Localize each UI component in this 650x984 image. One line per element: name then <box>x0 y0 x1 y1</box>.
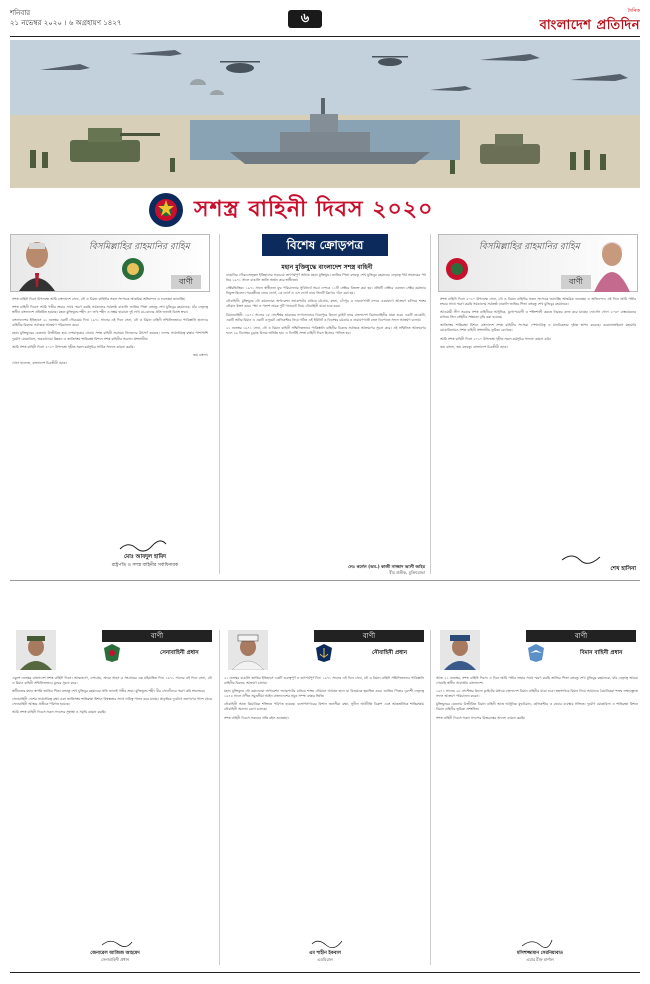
navy-chief-photo <box>228 630 268 670</box>
pm-paragraph: জয় বাংলা, জয় বঙ্গবন্ধু। বাংলাদেশ চিরজীবী হোক। <box>440 344 508 349</box>
navy-chief-signature <box>310 938 344 948</box>
president-paragraph: সশস্ত্র বাহিনী দিবস উপলক্ষে আমি বাংলাদেশ সেনা, নৌ ও বিমান বাহিনীর সকল সদস্যকে আন্তরিক অভিনন্দন ও শুভেচ্ছা জানাচ্ছি। <box>12 297 186 301</box>
special-paragraph: সেক্টরভিত্তিক: ১৯৭১ সালে স্বাধীনতা যুদ্ধ পরিচালনার সুবিধার্থে সমগ্র দেশকে ১১টি সেক্টরে বিভক্ত করা হয়। প্রতিটি সেক্টরে একজন সেক্টর কমান্ডার নিযুক্ত ছিলেন। পরবর্তীতে জেড ফোর্স, কে ফোর্স ও এস ফোর্স নামে তিনটি ব্রিগেড গঠন করা হয়। <box>226 286 426 296</box>
president-signature <box>118 540 168 552</box>
column-divider <box>430 234 431 574</box>
air-chief-role: এয়ার চীফ মার্শাল <box>526 957 554 962</box>
special-supplement-subheading: মহান মুক্তিযুদ্ধে বাংলাদেশ সশস্ত্র বাহিনী <box>281 264 373 271</box>
navy-chief-paragraph: মহান মুক্তিযুদ্ধে নৌ কমান্ডোরা অপারেশন জ্যাকপটের মাধ্যমে শত্রুর নৌযানে আঘাত হানে যা বিজয়কে ত্বরান্বিত করে। জাতির পিতার দূরদর্শী নেতৃত্বে ১৯৭৪ সালে প্রণীত সমুদ্রসীমা আইন বাংলাদেশের সমুদ্র সম্পদ রক্ষার ভিত্তি। <box>224 689 424 699</box>
section-rule <box>10 580 640 581</box>
navy-chief-paragraph: নৌবাহিনী আজ ত্রিমাত্রিক শক্তিতে পরিণত হয়েছে। বঙ্গোপসাগরের বিশাল জলসীমা রক্ষা, সুনীল অর্থনীতি বিকাশ এবং আন্তর্জাতিক শান্তিরক্ষায় নৌবাহিনী অবদান রেখে চলেছে। <box>224 702 424 712</box>
navy-chief-paragraph: ২১ নভেম্বর বাঙালি জাতির ইতিহাসে একটি গুরুত্বপূর্ণ ও তাৎপর্যপূর্ণ দিন। ১৯৭১ সালের এই দিনে সেনা, নৌ ও বিমান বাহিনী সম্মিলিতভাবে পাকিস্তানি বাহিনীর বিরুদ্ধে আক্রমণ চালায়। <box>224 676 424 686</box>
masthead-date: ২১ নভেম্বর ২০২০ । ৬ অগ্রহায়ণ ১৪২৭ <box>10 19 122 27</box>
special-paragraph: বাঙালির গৌরবোজ্জ্বল ইতিহাসের সবচেয়ে তাৎপর্যপূর্ণ অধ্যায় মহান মুক্তিযুদ্ধ। জাতির পিতা বঙ্গবন্ধু শেখ মুজিবুর রহমানের নেতৃত্বে দীর্ঘ সংগ্রামের পথ ধরে ১৯৭১ সালে বাঙালি জাতি অর্জন করে স্বাধীনতা। <box>226 273 426 283</box>
title-row <box>0 188 650 232</box>
president-bismillah: বিসমিল্লাহির রাহমানির রাহিম <box>89 242 190 252</box>
special-author-role: বীর প্রতীক, মুক্তিযোদ্ধা <box>389 570 425 575</box>
army-chief-signature <box>100 938 134 948</box>
masthead-rule <box>10 36 640 37</box>
president-closing: খোদা হাফেজ, বাংলাদেশ চিরজীবী হোক। <box>12 360 67 365</box>
president-message-text <box>12 297 208 525</box>
column-divider <box>219 234 220 574</box>
page-number: ৬ <box>288 10 322 28</box>
army-chief-name: জেনারেল আজিজ আহমেদ <box>90 951 140 956</box>
army-chief-badge: বাণী <box>102 630 212 642</box>
army-chief-header <box>10 630 215 670</box>
navy-chief-header <box>222 630 427 670</box>
president-paragraph: মহান মুক্তিযুদ্ধের চেতনায় উজ্জীবিত হয়ে দেশমাতৃকার সেবায় সশস্ত্র বাহিনী সবসময় নিজেদের উৎসর্গ করেছে। দেশের সার্বভৌমত্ব রক্ষার পাশাপাশি দুর্যোগ মোকাবিলা, অবকাঠামো উন্নয়ন ও জাতিসংঘ শান্তিরক্ষা মিশনে সশস্ত্র বাহিনীর অবদান প্রশংসনীয়। <box>12 331 208 341</box>
government-seal-icon <box>445 257 469 281</box>
masthead-day: শনিবার <box>10 9 31 17</box>
air-chief-paragraph: ১৯৭১ সালের ২৮ সেপ্টেম্বর কিলো ফ্লাইটের মাধ্যমে বাংলাদেশ বিমান বাহিনীর যাত্রা শুরু। স্বল্পসংখ্যক বিমান নিয়ে আমাদের বৈমানিকরা শত্রুর লক্ষ্যবস্তুতে সফল আক্রমণ পরিচালনা করেন। <box>436 689 638 699</box>
banner-illustration <box>10 40 640 188</box>
army-chief-message-text <box>12 676 212 936</box>
pm-bismillah: বিসমিল্লাহির রাহমানির রাহিম <box>479 242 580 252</box>
president-closing: জয় বাংলা। <box>192 352 208 357</box>
pm-signature <box>560 552 604 564</box>
president-paragraph: বাংলাদেশের ইতিহাসে ২১ নভেম্বর একটি গৌরবময় দিন। ১৯৭১ সালের এই দিনে সেনা, নৌ ও বিমান বাহিনী সম্মিলিতভাবে পাকিস্তানি হানাদার বাহিনীর বিরুদ্ধে সর্বাত্মক আক্রমণ পরিচালনা করে। <box>12 318 208 328</box>
president-badge: বাণী <box>171 275 201 289</box>
armed-forces-emblem-icon <box>148 192 184 228</box>
special-supplement-heading: বিশেষ ক্রোড়পত্র <box>262 234 388 256</box>
air-chief-photo <box>440 630 480 670</box>
navy-chief-badge: বাণী <box>314 630 424 642</box>
newspaper-logo-text: বাংলাদেশ প্রতিদিন <box>539 18 640 33</box>
column-divider <box>430 630 431 965</box>
army-chief-paragraph: একুশে নভেম্বর বাংলাদেশ সশস্ত্র বাহিনী দিবস। আত্মত্যাগ, দেশপ্রেম, অদম্য সাহস ও সংগ্রামের এক মহিমান্বিত দিন। ১৯৭১ সালের এই দিনে সেনা, নৌ ও বিমান বাহিনী সম্মিলিতভাবে যুদ্ধের সূচনা করে। <box>12 676 212 686</box>
navy-chief-title: নৌবাহিনী প্রধান <box>372 650 408 656</box>
air-chief-title: বিমান বাহিনী প্রধান <box>580 650 623 656</box>
army-chief-paragraph: স্বাধীনতার মহান স্থপতি জাতির পিতা বঙ্গবন্ধু শেখ মুজিবুর রহমানের প্রতি জানাই গভীর শ্রদ্ধা। মুক্তিযুদ্ধে শহীদ বীর সেনানীদের স্মরণ করি শ্রদ্ধাভরে। <box>12 689 205 694</box>
column-divider <box>219 630 220 965</box>
air-chief-badge: বাণী <box>526 630 636 642</box>
president-portrait-panel <box>10 234 210 292</box>
pm-paragraph: আওয়ামী লীগ সরকার সশস্ত্র বাহিনীকে আধুনিক, যুগোপযোগী ও শক্তিশালী করতে নিরন্তর কাজ করে যাচ্ছে। ফোর্সেস গোল ২০৩০ বাস্তবায়নের মাধ্যমে তিন বাহিনীর সক্ষমতা বৃদ্ধি করা হয়েছে। <box>440 310 636 320</box>
special-author-name: লেঃ কর্নেল (অব.) কাজী সাজ্জাদ আলী জহির <box>348 564 425 569</box>
air-chief-paragraph: আজ ২১ নভেম্বর, সশস্ত্র বাহিনী দিবস। এ দিনে আমি গভীর শ্রদ্ধার সাথে স্মরণ করছি জাতির পিতা বঙ্গবন্ধু শেখ মুজিবুর রহমানকে, যাঁর নেতৃত্বে আমরা পেয়েছি স্বাধীন সার্বভৌম বাংলাদেশ। <box>436 676 638 686</box>
air-chief-paragraph: সশস্ত্র বাহিনী দিবসে সকল সদস্যের উত্তরোত্তর সাফল্য কামনা করছি। <box>436 715 526 720</box>
president-photo <box>17 237 57 291</box>
presidential-seal-icon <box>121 257 145 281</box>
army-chief-role: সেনাবাহিনী প্রধান <box>100 957 130 962</box>
president-name: মোঃ আবদুল হামিদ <box>123 554 167 560</box>
air-force-crest-icon <box>528 644 544 662</box>
air-chief-message-text <box>436 676 638 936</box>
president-role: রাষ্ট্রপতি ও সশস্ত্র বাহিনীর সর্বাধিনায়ক <box>111 563 179 568</box>
pm-paragraph: সশস্ত্র বাহিনী দিবস ২০২০ উপলক্ষে সেনা, নৌ ও বিমান বাহিনীর সকল সদস্যকে জানাচ্ছি আন্তরিক শুভেচ্ছা ও অভিনন্দন। এই দিনে আমি গভীর শ্রদ্ধার সাথে স্মরণ করছি সর্বকালের সর্বশ্রেষ্ঠ বাঙালি জাতির পিতা বঙ্গবন্ধু শেখ মুজিবুর রহমানকে। <box>440 297 636 307</box>
special-supplement-text <box>226 273 426 563</box>
special-paragraph: নৌবাহিনী: মুক্তিযুদ্ধে নৌ কমান্ডোরা অপারেশন জ্যাকপটের মাধ্যমে চট্টগ্রাম, মংলা, চাঁদপুর ও নারায়ণগঞ্জ বন্দরে একযোগে আক্রমণ চালিয়ে শত্রুর নৌযান ধ্বংস করে। পদ্মা ও পলাশ নামক দুটি গানবোট নিয়ে নৌবাহিনী যাত্রা শুরু করে। <box>226 299 426 309</box>
air-chief-paragraph: মুক্তিযুদ্ধের চেতনায় উজ্জীবিত বিমান বাহিনী আজ আধুনিক যুদ্ধবিমান, হেলিকপ্টার ও রাডার ব্যবস্থায় সজ্জিত। দুর্যোগ মোকাবিলা ও শান্তিরক্ষা মিশনে বিমান বাহিনীর ভূমিকা প্রশংসিত। <box>436 702 638 712</box>
president-paragraph: আমি সশস্ত্র বাহিনী দিবস ২০২০ উপলক্ষে গৃহীত সকল কর্মসূচির সার্বিক সাফল্য কামনা করছি। <box>12 344 135 349</box>
army-chief-paragraph: আমি সশস্ত্র বাহিনী দিবসে সকল সদস্যের সুস্বাস্থ্য ও সমৃদ্ধি কামনা করছি। <box>12 710 106 715</box>
special-paragraph: ২১ নভেম্বর ১৯৭১ সেনা, নৌ ও বিমান বাহিনী সম্মিলিতভাবে পাকিস্তানি বাহিনীর বিরুদ্ধে সর্বাত্মক আক্রমণের সূচনা করে। এই সম্মিলিত আক্রমণের ফলে ১৬ ডিসেম্বর চূড়ান্ত বিজয় অর্জিত হয়। এ দিনটিই সশস্ত্র বাহিনী দিবস হিসেবে পালিত হয়। <box>226 325 426 335</box>
navy-chief-paragraph: সশস্ত্র বাহিনী দিবসে সকলের প্রতি রইল শুভেচ্ছা। <box>224 715 289 720</box>
newspaper-logo <box>540 8 640 37</box>
page-title: সশস্ত্র বাহিনী দিবস ২০২০ <box>194 197 434 222</box>
footer-rule <box>10 972 640 973</box>
navy-crest-icon <box>316 644 332 662</box>
army-crest-icon <box>104 644 120 662</box>
pm-name: শেখ হাসিনা <box>610 566 636 572</box>
special-paragraph: বিমানবাহিনী: ১৯৭১ সালের ২৮ সেপ্টেম্বর ভারতের নাগাল্যান্ডের ডিমাপুরে কিলো ফ্লাইট নামে বাংলাদেশ বিমানবাহিনীর যাত্রা শুরু। একটি ডাকোটা, একটি অটার বিমান ও একটি এলুয়েট হেলিকপ্টার নিয়ে গঠিত এই ইউনিট ৩ ডিসেম্বর চট্টগ্রাম ও নারায়ণগঞ্জে তেল ডিপোতে সফল আক্রমণ চালায়। <box>226 312 426 322</box>
air-chief-signature <box>520 938 554 948</box>
pm-badge: বাণী <box>561 275 591 289</box>
air-chief-name: মসিহুজ্জামান সেরনিয়াবাত <box>516 951 564 956</box>
pm-paragraph: আমি সশস্ত্র বাহিনী দিবস ২০২০ উপলক্ষে গৃহীত সকল কর্মসূচির সাফল্য কামনা করি। <box>440 336 551 341</box>
army-chief-paragraph: সেনাবাহিনী দেশের সার্বভৌমত্ব রক্ষা এবং জাতিসংঘ শান্তিরক্ষা মিশনে বিশ্বস্ততার সাথে দায়িত্ব পালন করে যাচ্ছে। প্রাকৃতিক দুর্যোগে জনগণের পাশে থেকে সেনাবাহিনী আস্থার প্রতীকে পরিণত হয়েছে। <box>12 697 212 707</box>
army-chief-title: সেনাবাহিনী প্রধান <box>160 650 199 656</box>
air-chief-header <box>434 630 640 670</box>
pm-message-text <box>440 297 636 507</box>
navy-chief-message-text <box>224 676 424 936</box>
president-paragraph: সশস্ত্র বাহিনী দিবসে আমি গভীর শ্রদ্ধার সাথে স্মরণ করছি সর্বকালের সর্বশ্রেষ্ঠ বাঙালি জাতির পিতা বঙ্গবন্ধু শেখ মুজিবুর রহমানকে, যাঁর নেতৃত্বে স্বাধীন বাংলাদেশ প্রতিষ্ঠিত হয়েছে। মহান মুক্তিযুদ্ধে শহীদ ৩০ লাখ শহীদ ও সম্ভ্রম হারানো দুই লাখ মা-বোনের প্রতি জানাই বিনম্র শ্রদ্ধা। <box>12 305 208 315</box>
masthead <box>10 8 640 34</box>
armed-forces-banner-image <box>10 40 640 188</box>
pm-photo <box>590 232 634 292</box>
newspaper-logo-small: দৈনিক <box>627 8 640 14</box>
navy-chief-name: এম শাহীন ইকবাল <box>308 951 341 956</box>
army-chief-photo <box>16 630 56 670</box>
navy-chief-role: এডমিরাল <box>317 957 333 962</box>
masthead-date-block <box>10 8 121 28</box>
pm-paragraph: জাতিসংঘ শান্তিরক্ষা মিশনে বাংলাদেশ সশস্ত্র বাহিনীর সদস্যরা পেশাদারিত্ব ও মানবিকতার দৃষ্টান্ত স্থাপন করেছে। করোনাভাইরাস মহামারি মোকাবিলায়ও সশস্ত্র বাহিনী প্রশংসনীয় ভূমিকা রেখেছে। <box>440 323 636 333</box>
